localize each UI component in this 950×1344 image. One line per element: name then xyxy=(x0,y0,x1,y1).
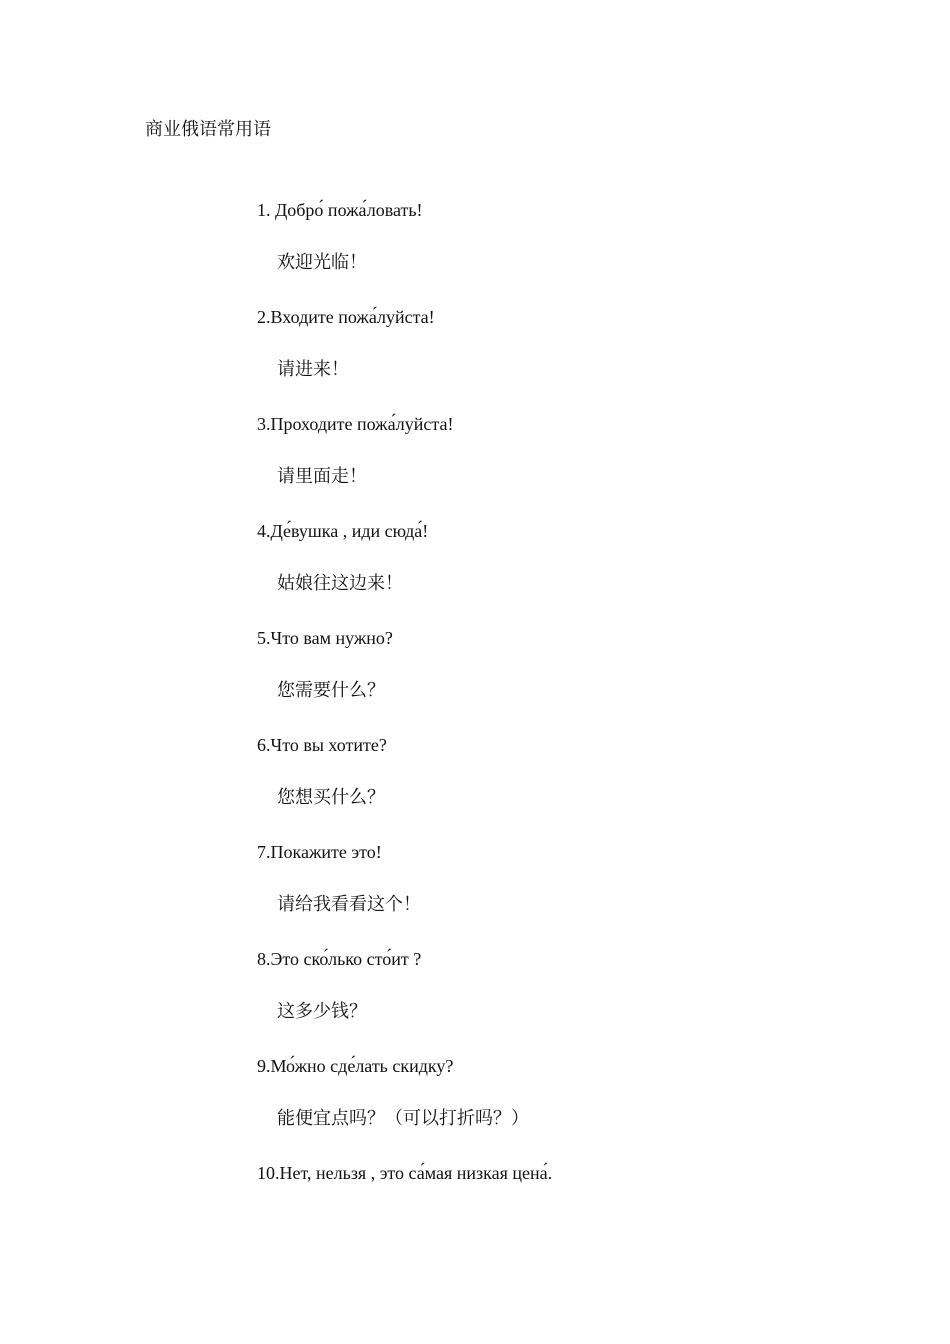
russian-phrase: 7.Покажите это! xyxy=(257,842,382,862)
list-item xyxy=(257,1161,897,1185)
document-title: 商业俄语常用语 xyxy=(145,119,271,140)
russian-phrase: 10.Нет, нельзя , это са́мая низкая цена́. xyxy=(257,1163,553,1183)
chinese-translation: 请里面走！ xyxy=(277,466,367,487)
chinese-translation: 能便宜点吗？（可以打折吗？） xyxy=(277,1108,529,1129)
russian-phrase: 8.Это ско́лько сто́ит ? xyxy=(257,949,422,969)
russian-phrase: 5.Что вам нужно? xyxy=(257,628,393,648)
russian-phrase: 9.Мо́жно сде́лать скидку? xyxy=(257,1056,454,1076)
phrase-list xyxy=(257,198,897,1185)
list-item xyxy=(257,412,897,519)
list-item xyxy=(257,519,897,626)
russian-phrase: 6.Что вы хотите? xyxy=(257,735,387,755)
list-item xyxy=(257,947,897,1054)
chinese-translation: 您想买什么？ xyxy=(277,787,385,808)
russian-phrase: 1. Добро́ пожа́ловать! xyxy=(257,200,423,220)
chinese-translation: 您需要什么？ xyxy=(277,680,385,701)
list-item xyxy=(257,840,897,947)
chinese-translation: 姑娘往这边来！ xyxy=(277,573,403,594)
list-item xyxy=(257,198,897,305)
list-item xyxy=(257,305,897,412)
chinese-translation: 请给我看看这个！ xyxy=(277,894,421,915)
list-item xyxy=(257,626,897,733)
chinese-translation: 请进来！ xyxy=(277,359,349,380)
russian-phrase: 4.Де́вушка , иди сюда́! xyxy=(257,521,429,541)
chinese-translation: 这多少钱？ xyxy=(277,1001,367,1022)
russian-phrase: 3.Проходите пожа́луйста! xyxy=(257,414,454,434)
list-item xyxy=(257,1054,897,1161)
chinese-translation: 欢迎光临！ xyxy=(277,252,367,273)
list-item xyxy=(257,733,897,840)
russian-phrase: 2.Входите пожа́луйста! xyxy=(257,307,435,327)
